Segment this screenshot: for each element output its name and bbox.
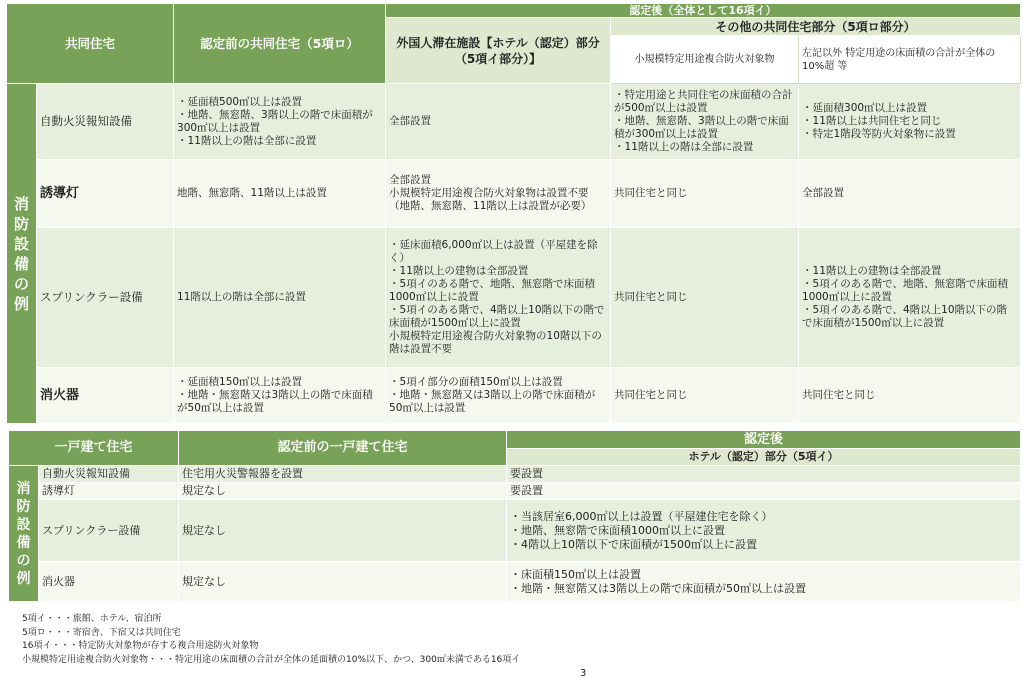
row-label-exit-light: 誘導灯 [39, 483, 179, 500]
cell-before: 規定なし [179, 562, 507, 602]
page-number: 3 [580, 668, 587, 679]
row-label-sprinkler: スプリンクラー設備 [37, 228, 174, 368]
cell-other: ・延面積300㎡以上は設置 ・11階以上は共同住宅と同じ ・特定1階段等防火対象物に設置 [799, 84, 1021, 160]
cell-other: 共同住宅と同じ [799, 368, 1021, 424]
cell-small-compound: 共同住宅と同じ [611, 228, 799, 368]
row-label-sprinkler: スプリンクラー設備 [39, 500, 179, 562]
cell-after: ・当該居室6,000㎡以上は設置（平屋建住宅を除く） ・地階、無窓階で床面積1000㎡以上に設置 ・4階以上10階以下で床面積が1500㎡以上に設置 [507, 500, 1021, 562]
row-label-fire-alarm: 自動火災報知設備 [39, 466, 179, 483]
detached-house-comparison-table [8, 430, 1021, 602]
cell-hotel: ・延床面積6,000㎡以上は設置（平屋建を除く） ・11階以上の建物は全部設置 ・5項イのある階で、地階、無窓階で床面積1000㎡以上に設置 ・5項イのある階で、4階以上10階以下の階で床面積が1500㎡以上に設置 小規模特定用途複合防火対象物の10階以下の階は設置不要 [386, 228, 611, 368]
row-label-extinguisher: 消火器 [39, 562, 179, 602]
cell-after: ・床面積150㎡以上は設置 ・地階・無窓階又は3階以上の階で床面積が50㎡以上は設置 [507, 562, 1021, 602]
cell-small-compound: ・特定用途と共同住宅の床面積の合計が500㎡以上は設置 ・地階、無窓階、3階以上の階で床面積が300㎡以上は設置 ・11階以上の階は全部に設置 [611, 84, 799, 160]
cell-before: 地階、無窓階、11階以上は設置 [174, 160, 386, 228]
header-hotel-part: 外国人滞在施設【ホテル（認定）部分（5項イ部分）】 [386, 18, 611, 84]
header-hotel-part: ホテル（認定）部分（5項イ） [507, 449, 1021, 466]
row-label-extinguisher: 消火器 [37, 368, 174, 424]
cell-hotel: ・5項イ部分の面積150㎡以上は設置 ・地階・無窓階又は3階以上の階で床面積が50㎡以上は設置 [386, 368, 611, 424]
row-label-exit-light: 誘導灯 [37, 160, 174, 228]
header-after-certification: 認定後 [507, 431, 1021, 449]
header-other-than-small: 左記以外 特定用途の床面積の合計が全体の10%超 等 [799, 36, 1021, 84]
side-label-fire-equipment: 消防設備の例 [9, 466, 39, 602]
cell-before: 11階以上の階は全部に設置 [174, 228, 386, 368]
footnote: 16項イ・・・特定防火対象物が存する複合用途防火対象物 [22, 641, 259, 651]
cell-small-compound: 共同住宅と同じ [611, 160, 799, 228]
cell-other: 全部設置 [799, 160, 1021, 228]
header-before-certification: 認定前の一戸建て住宅 [179, 431, 507, 466]
header-building-type: 共同住宅 [7, 4, 174, 84]
cell-before: ・延面積150㎡以上は設置 ・地階・無窓階又は3階以上の階で床面積が50㎡以上は設置 [174, 368, 386, 424]
cell-after: 要設置 [507, 483, 1021, 500]
cell-after: 要設置 [507, 466, 1021, 483]
cell-before: 規定なし [179, 500, 507, 562]
apartment-comparison-table [6, 3, 1021, 424]
cell-hotel: 全部設置 [386, 84, 611, 160]
row-label-fire-alarm: 自動火災報知設備 [37, 84, 174, 160]
header-other-apartment-part: その他の共同住宅部分（5項ロ部分） [611, 18, 1021, 36]
footnotes [22, 613, 520, 667]
header-small-compound: 小規模特定用途複合防火対象物 [611, 36, 799, 84]
footnote: 小規模特定用途複合防火対象物・・・特定用途の床面積の合計が全体の延面積の10%以下、かつ、300㎡未満である16項イ [22, 654, 521, 665]
cell-before: 住宅用火災警報器を設置 [179, 466, 507, 483]
footnote: 5項ロ・・・寄宿舎、下宿又は共同住宅 [22, 627, 181, 638]
side-label-fire-equipment: 消防設備の例 [7, 84, 37, 424]
header-before-certification: 認定前の共同住宅（5項ロ） [174, 4, 386, 84]
footnote: 5項イ・・・旅館、ホテル、宿泊所 [22, 614, 162, 624]
header-building-type: 一戸建て住宅 [9, 431, 179, 466]
cell-before: 規定なし [179, 483, 507, 500]
cell-other: ・11階以上の建物は全部設置 ・5項イのある階で、地階、無窓階で床面積1000㎡以上に設置 ・5項イのある階で、4階以上10階以下の階で床面積が1500㎡以上に設置 [799, 228, 1021, 368]
cell-before: ・延面積500㎡以上は設置 ・地階、無窓階、3階以上の階で床面積が300㎡以上は設置 ・11階以上の階は全部に設置 [174, 84, 386, 160]
header-after-certification: 認定後（全体として16項イ） [386, 4, 1021, 18]
cell-hotel: 全部設置 小規模特定用途複合防火対象物は設置不要（地階、無窓階、11階以上は設置が必要） [386, 160, 611, 228]
cell-small-compound: 共同住宅と同じ [611, 368, 799, 424]
